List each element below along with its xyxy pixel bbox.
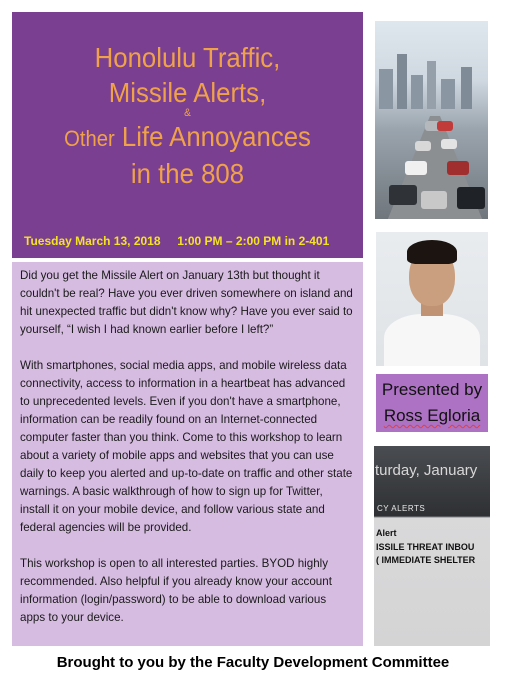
building xyxy=(379,69,393,109)
car xyxy=(441,139,457,149)
presenter-box xyxy=(376,374,488,432)
description-paragraph-3: This workshop is open to all interested parties. BYOD highly recommended. Also helpful if you already know your account information (login/password) to be able to download various apps to your device. xyxy=(20,557,332,624)
phone-alert-photo xyxy=(374,446,490,646)
car xyxy=(457,187,485,209)
phone-alerts-label: CY ALERTS xyxy=(377,504,426,513)
car xyxy=(437,121,453,131)
event-details xyxy=(24,234,369,248)
title-line-4: in the 808 xyxy=(130,158,245,189)
traffic-photo xyxy=(375,21,488,219)
presenter-photo xyxy=(376,232,488,366)
event-date: Tuesday March 13, 2018 xyxy=(24,234,161,248)
title-line-3-big: Life Annoyances xyxy=(121,121,311,152)
presented-by-label: Presented by xyxy=(381,380,483,399)
title-banner xyxy=(12,12,363,258)
car xyxy=(415,141,431,151)
building xyxy=(411,75,423,109)
building xyxy=(461,67,472,109)
title-line-3 xyxy=(26,119,349,156)
building xyxy=(397,54,407,109)
title-ampersand: & xyxy=(184,107,191,119)
title-line-2: Missile Alerts, xyxy=(108,77,267,108)
phone-date: turday, January xyxy=(375,462,478,479)
building xyxy=(427,61,436,109)
title-line-3-small: Other xyxy=(64,126,115,151)
description-box xyxy=(12,262,363,646)
phone-alert-line-2: ( IMMEDIATE SHELTER xyxy=(376,555,476,565)
building xyxy=(441,79,455,109)
car xyxy=(405,161,427,175)
title-line-1: Honolulu Traffic, xyxy=(94,42,281,73)
description-paragraph-1: Did you get the Missile Alert on January 13th but thought it couldn't be real? Have you ever driven somewhere on island and hit unexpected traffic but didn't know why? Have you ever said to yourself, “I wish I had known earlier before I left?” xyxy=(20,269,353,336)
presenter-name: Ross Egloria xyxy=(383,406,481,425)
car xyxy=(447,161,469,175)
flyer-title xyxy=(26,40,349,191)
phone-alert-line-1: ISSILE THREAT INBOU xyxy=(376,542,475,552)
car xyxy=(421,191,447,209)
car xyxy=(389,185,417,205)
shirt xyxy=(384,314,480,366)
phone-alert-title: Alert xyxy=(376,528,397,538)
event-time-place: 1:00 PM – 2:00 PM in 2-401 xyxy=(177,234,330,248)
hair xyxy=(407,240,457,264)
description-paragraph-2: With smartphones, social media apps, and mobile wireless data connectivity, access to information in a heartbeat has advanced to unprecedented levels. Even if you don't have a smartphone, information can be readily found on an Internet-connected computer faster than you think. Come to this workshop to learn about a variety of mobile apps and websites that you can use daily to keep you alerted and up-to-date on traffic and other state warnings. A basic walkthrough of how to sign up for Twitter, install it on your mobile device, and follow various state and federal agencies will be provided. xyxy=(20,359,353,534)
footer-credit: Brought to you by the Faculty Development Committee xyxy=(56,654,450,671)
